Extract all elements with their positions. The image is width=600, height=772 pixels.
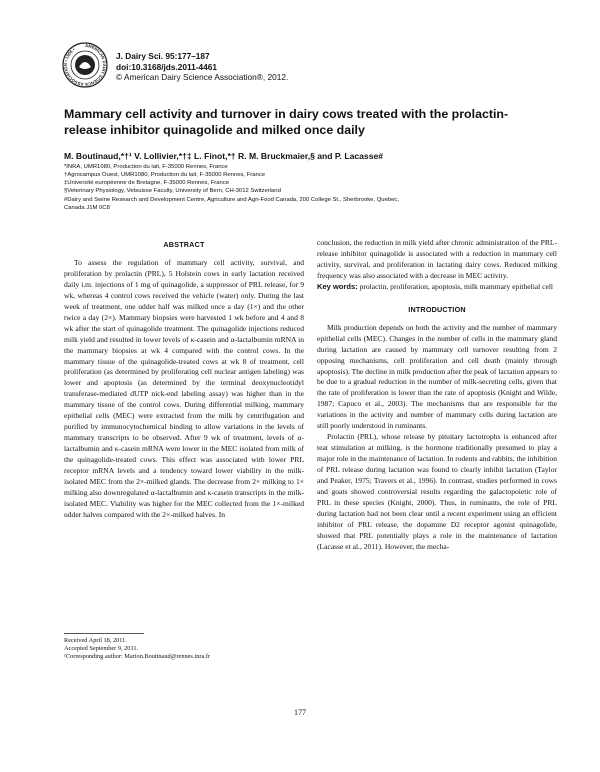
- article-title: Mammary cell activity and turnover in dairy cows treated with the prolactin-release inhibitor quinagolide and milked once daily: [64, 107, 509, 137]
- introduction-heading: INTRODUCTION: [408, 304, 466, 314]
- intro-paragraph-1: Milk production depends on both the activity and the number of mammary epithelial cells (MEC). Changes in the number of cells in the mammary gland during lactation are caused by mammary cell turnover resulting from 2 opposing mechanisms, cell proliferation and cell death (mainly through apoptosis). The decline in milk production after the peak of lactation appears to be due to a gradual reduction in the number of milk-secreting cells, given that the rate of proliferation is lower than the rate of apoptosis (Knight and Wilde, 1987; Capuco et al., 2003). The mechanisms that are responsible for the variations in the activity and number of mammary cells during lactation are still poorly understood in ruminants.: [317, 322, 557, 431]
- affiliations: [64, 163, 504, 212]
- keywords-label: Key words:: [317, 281, 358, 291]
- intro-paragraph-2: Prolactin (PRL), whose release by pituitary lactotrophs is enhanced after teat stimulation at milking, is the hormone traditionally presumed to play a major role in the maintenance of lactation. In rodents and rabbits, the inhibition of PRL release during lactation was found to clearly inhibit lactation (Taylor and Peaker, 1975; Travers et al., 1996). In contrast, studies performed in cows and goats showed controversial results regarding the galactopoietic role of PRL in these species (Knight, 2000). Thus, in ruminants, the role of PRL during lactation had not been clear until a recent experiment using an efficient inhibitor of PRL release, the dopamine D2 receptor agonist quinagolide, showed that PRL potentially plays a role in the maintenance of lactation (Lacasse et al., 2011). However, the mecha-: [317, 432, 557, 551]
- affiliation: §Veterinary Physiology, Vetsuisse Faculty, University of Bern, CH-3012 Switzerland: [64, 188, 281, 195]
- corresponding-author[interactable]: ¹Corresponding author: Marion.Boutinaud@rennes.inra.fr: [64, 653, 211, 660]
- adsa-logo: [62, 42, 108, 88]
- received-date: Received April 18, 2011.: [64, 637, 127, 644]
- authors: M. Boutinaud,*†¹ V. Lollivier,*†‡ L. Finot,*† R. M. Bruckmaier,§ and P. Lacasse#: [64, 151, 384, 161]
- page-number: 177: [294, 708, 306, 717]
- affiliation: †Agrocampus Ouest, UMR1080, Production du lait, F-35000 Rennes, France: [64, 172, 266, 179]
- copyright: © American Dairy Science Association®, 2012.: [116, 72, 289, 83]
- keywords: prolactin, proliferation, apoptosis, milk mammary epithelial cell: [359, 281, 554, 291]
- footnote-block: [64, 637, 210, 661]
- right-column: [317, 238, 557, 553]
- citation-block: [116, 51, 288, 83]
- affiliation: #Dairy and Swine Research and Development Centre, Agriculture and Agri-Food Canada, 200 College St., Sherbrooke, Quebec,: [64, 196, 399, 203]
- affiliation: *INRA, UMR1080, Production du lait, F-35000 Rennes, France: [64, 164, 228, 170]
- doi[interactable]: doi:10.3168/jds.2011-4461: [116, 61, 218, 72]
- abstract-continued: conclusion, the reduction in milk yield after chronic administration of the PRL-release inhibitor quinagolide is associated with a reduction in mammary cell activity, survival, and proliferation in lactating dairy cows. Reduced milking frequency was also associated with a decrease in MEC activity.: [317, 238, 557, 280]
- accepted-date: Accepted September 9, 2011.: [64, 645, 139, 652]
- abstract-heading: ABSTRACT: [163, 240, 205, 249]
- svg-text:AMERICAN DAIRY SCIENCE ASSOCIA: AMERICAN DAIRY SCIENCE ASSOCIATION • 1906 •: [62, 42, 107, 88]
- affiliation: ‡Université européenne de Bretagne, F-35000 Rennes, France: [64, 180, 230, 187]
- affiliation: Canada J1M 0C8: [64, 204, 110, 211]
- left-column: [64, 238, 304, 521]
- abstract-text: To assess the regulation of mammary cell activity, survival, and proliferation by prolactin (PRL), 5 Holstein cows in early lactation received daily i.m. injections of 1 mg of quinagolide, a suppressor of PRL release, for 9 wk, whereas 4 control cows received the vehicle (water) only. During the last week of treatment, one udder half was milked once a day (1×) and the other twice a day (2×). Mammary biopsies were harvested 1 wk before and 4 and 8 wk after the start of quinagolide treatment. The quinagolide injections reduced milk yield and resulted in lower levels of κ-casein and α-lactalbumin mRNA in the mammary biopsies at wk 4 compared with the control cows. In the mammary tissue of the quinagolide-treated cows at wk 8 of treatment, cell proliferation (as determined by proliferating cell nuclear antigen labeling) was lower and apoptosis (as determined by the terminal deoxynucleotidyl transferase-mediated dUTP nick-end labeling assay) was higher than in the mammary tissue of the control cows. During differential milking, mammary epithelial cells (MEC) were extracted from the milk by centrifugation and purified by immunocytochemical binding to allow variations in the levels of mammary transcripts to be observed. After 9 wk of treatment, levels of α-lactalbumin and κ-casein mRNA were lower in the MEC isolated from milk of the quinagolide-treated cows. This effect was associated with lower PRL receptor mRNA levels and a tendency toward lower viability in the milk-isolated MEC from the 2×-milked glands. The decrease from 2× milking to 1× milking also downregulated α-lactalbumin and κ-casein transcripts in the milk-isolated MEC. Viability was higher for the MEC collected from the 1×-milked udder halves compared with the 2×-milked halves. In: [64, 257, 304, 519]
- keywords-line: [317, 282, 557, 293]
- journal-ref: J. Dairy Sci. 95:177–187: [116, 51, 210, 61]
